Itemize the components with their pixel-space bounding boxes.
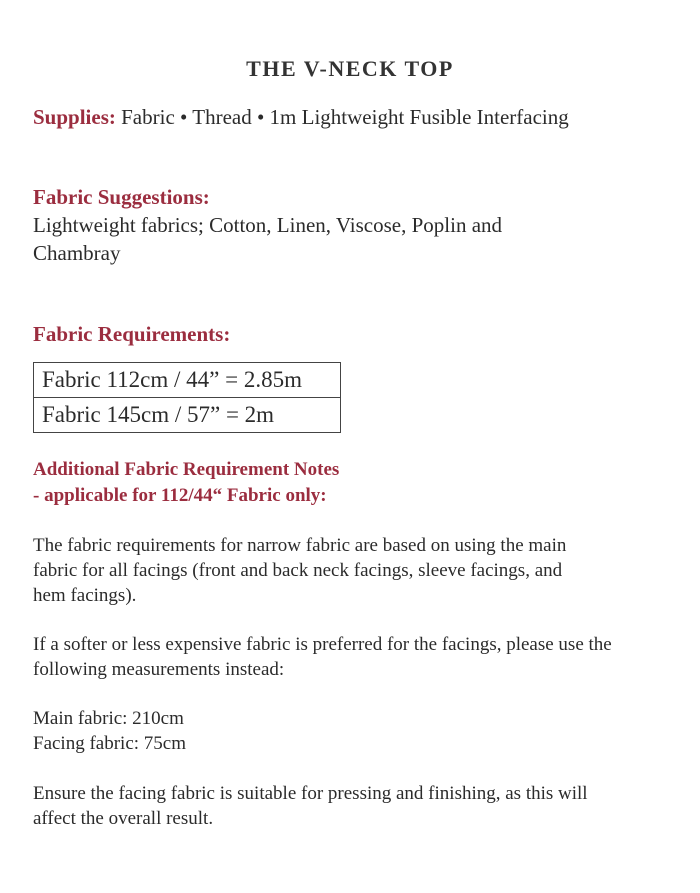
supplies-section [33,103,593,131]
notes-heading-line1: Additional Fabric Requirement Notes [33,459,340,480]
fabric-suggestions-heading: Fabric Suggestions: [33,185,210,209]
requirement-cell: Fabric 112cm / 44” = 2.85m [34,363,341,398]
table-row [34,398,341,433]
main-fabric-measurement: Main fabric: 210cm [33,708,184,729]
notes-heading [33,457,339,509]
notes-heading-line2: - applicable for 112/44“ Fabric only: [33,485,327,506]
facing-fabric-measurement: Facing fabric: 75cm [33,733,187,754]
supplies-text: Fabric • Thread • 1m Lightweight Fusible Interfacing [115,105,569,129]
supplies-label: Supplies: [33,105,116,129]
fabric-requirements-heading: Fabric Requirements: [33,322,231,346]
requirement-cell: Fabric 145cm / 57” = 2m [34,398,341,433]
table-row [34,363,341,398]
notes-paragraph-1: The fabric requirements for narrow fabric are based on using the main fabric for all facings (front and back neck facings, sleeve facings, and hem facings). [33,535,567,606]
notes-paragraph-3: Ensure the facing fabric is suitable for pressing and finishing, as this will affect the overall result. [33,783,588,829]
page-title: THE V-NECK TOP [246,56,454,81]
fabric-requirements-table [33,362,341,433]
notes-paragraph-2: If a softer or less expensive fabric is preferred for the facings, please use the following measurements instead: [33,634,612,680]
fabric-suggestions-text: Lightweight fabrics; Cotton, Linen, Viscose, Poplin and Chambray [33,213,503,265]
